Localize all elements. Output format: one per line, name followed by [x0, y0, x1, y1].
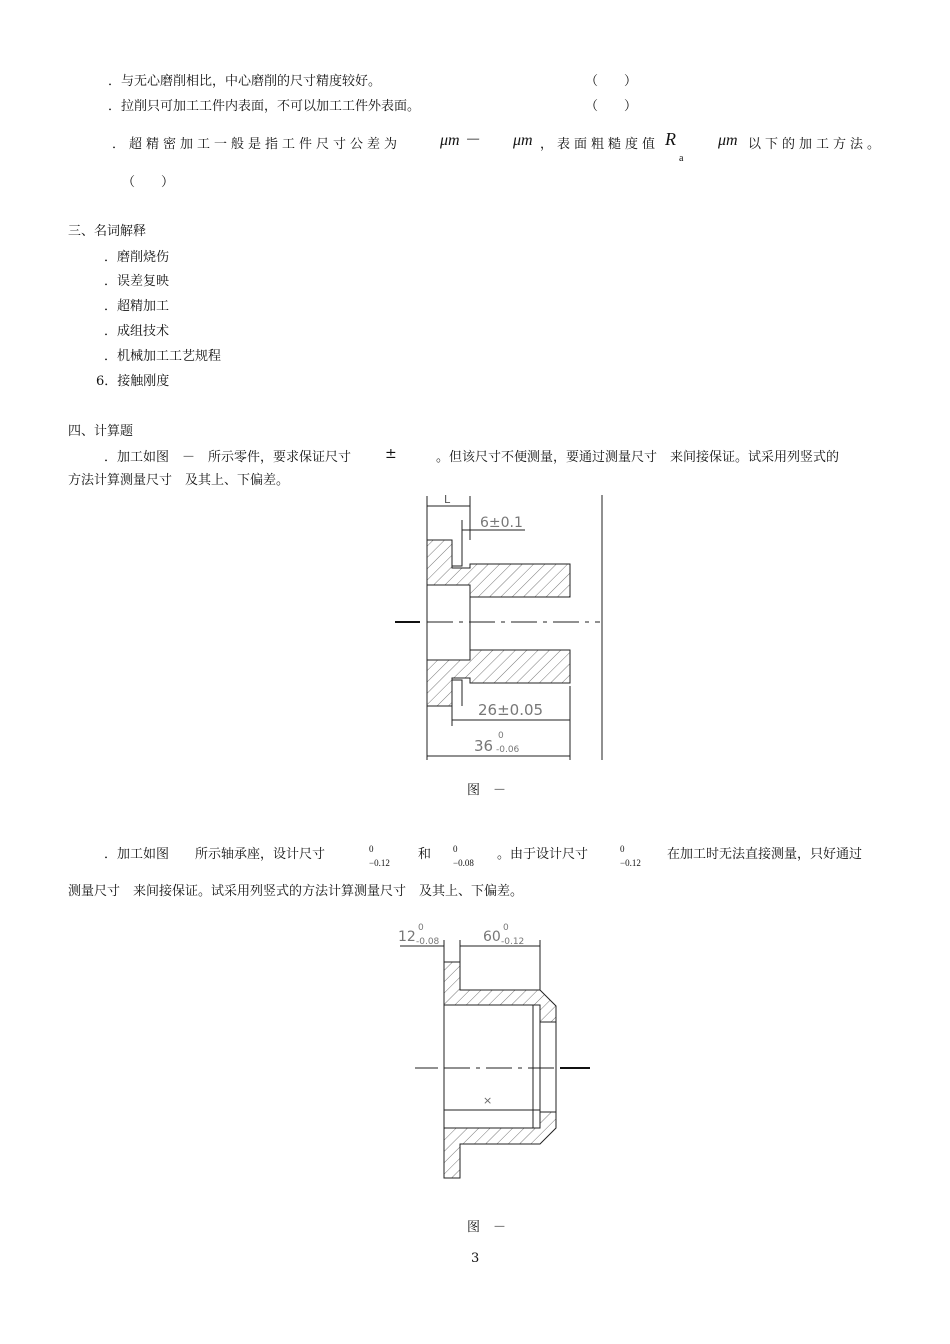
judgement-q3-text-c: 以下的加工方法。	[748, 137, 885, 152]
section3-item: ．成组技术	[104, 324, 170, 339]
fig1-dim-26: 26±0.05	[478, 701, 544, 719]
section3-item: ．误差复映	[104, 274, 170, 289]
section3-item: ．超精加工	[104, 299, 170, 314]
problem1-text-a: ．加工如图 － 所示零件，要求保证尺寸	[104, 450, 352, 465]
judgement-q3-paren: （ ）	[122, 175, 175, 190]
figure-2-caption: 图 －	[467, 1220, 507, 1235]
section4-title: 四、计算题	[68, 424, 134, 439]
fig1-dim-6: 6±0.1	[480, 515, 523, 531]
judgement-q3-text-a: ．超精密加工一般是指工件尺寸公差为	[112, 137, 402, 152]
problem2-tol3-lower: −0.12	[620, 858, 641, 868]
judgement-q1-paren: （ ）	[585, 74, 638, 89]
section3-title: 三、名词解释	[68, 224, 147, 239]
problem2-text-c: 在加工时无法直接测量，只好通过	[667, 847, 863, 862]
judgement-q2-paren: （ ）	[585, 99, 638, 114]
problem2-text-line2: 测量尺寸 来间接保证。试采用列竖式的方法计算测量尺寸 及其上、下偏差。	[68, 884, 524, 899]
judgement-q3-mu1: μm －	[440, 132, 480, 149]
problem1-text-b: 。但该尺寸不便测量，要通过测量尺寸 来间接保证。试采用列竖式的	[436, 450, 840, 465]
fig2-dim-60-upper: 0	[503, 923, 509, 933]
judgement-q3-R: R	[665, 129, 676, 149]
fig1-dim-36-lower: -0.06	[496, 745, 520, 755]
problem2-and: 和	[418, 847, 432, 862]
figure-1-caption: 图 －	[467, 783, 507, 798]
problem2-tol2-lower: −0.08	[453, 858, 474, 868]
fig1-dim-36: 36	[474, 737, 494, 755]
judgement-q3-mu2: μm	[513, 132, 533, 149]
fig2-dim-12: 12	[398, 929, 416, 945]
problem2-tol2-upper: 0	[453, 844, 458, 854]
judgement-q1: ．与无心磨削相比，中心磨削的尺寸精度较好。	[108, 74, 382, 89]
problem2-tol1-upper: 0	[369, 844, 374, 854]
fig2-dim-60: 60	[483, 929, 501, 945]
fig2-mark-x: ×	[483, 1094, 493, 1107]
judgement-q2: ．拉削只可加工工件内表面，不可以加工工件外表面。	[108, 99, 421, 114]
problem2-tol1-lower: −0.12	[369, 858, 390, 868]
page-number: 3	[471, 1251, 480, 1266]
fig1-dim-36-upper: 0	[498, 731, 504, 741]
problem2-tol3-upper: 0	[620, 844, 625, 854]
section3-item: ．机械加工工艺规程	[104, 349, 222, 364]
section3-item: 6．接触刚度	[96, 374, 170, 389]
fig2-dim-60-lower: -0.12	[501, 937, 525, 947]
problem2-text-a: ．加工如图 所示轴承座，设计尺寸	[104, 847, 326, 862]
judgement-q3-text-b: ，表面粗糙度值	[540, 137, 660, 152]
fig2-dim-12-upper: 0	[418, 923, 424, 933]
section3-item: ．磨削烧伤	[104, 250, 170, 265]
fig2-dim-12-lower: -0.08	[416, 937, 440, 947]
problem2-text-b: 。由于设计尺寸	[497, 847, 589, 862]
problem1-text-line2: 方法计算测量尺寸 及其上、下偏差。	[68, 473, 290, 488]
judgement-q3-R-sub: a	[679, 153, 684, 164]
problem1-plusminus: ±	[385, 446, 397, 462]
fig1-label-L: L	[444, 493, 451, 506]
judgement-q3-mu3: μm	[718, 132, 738, 149]
